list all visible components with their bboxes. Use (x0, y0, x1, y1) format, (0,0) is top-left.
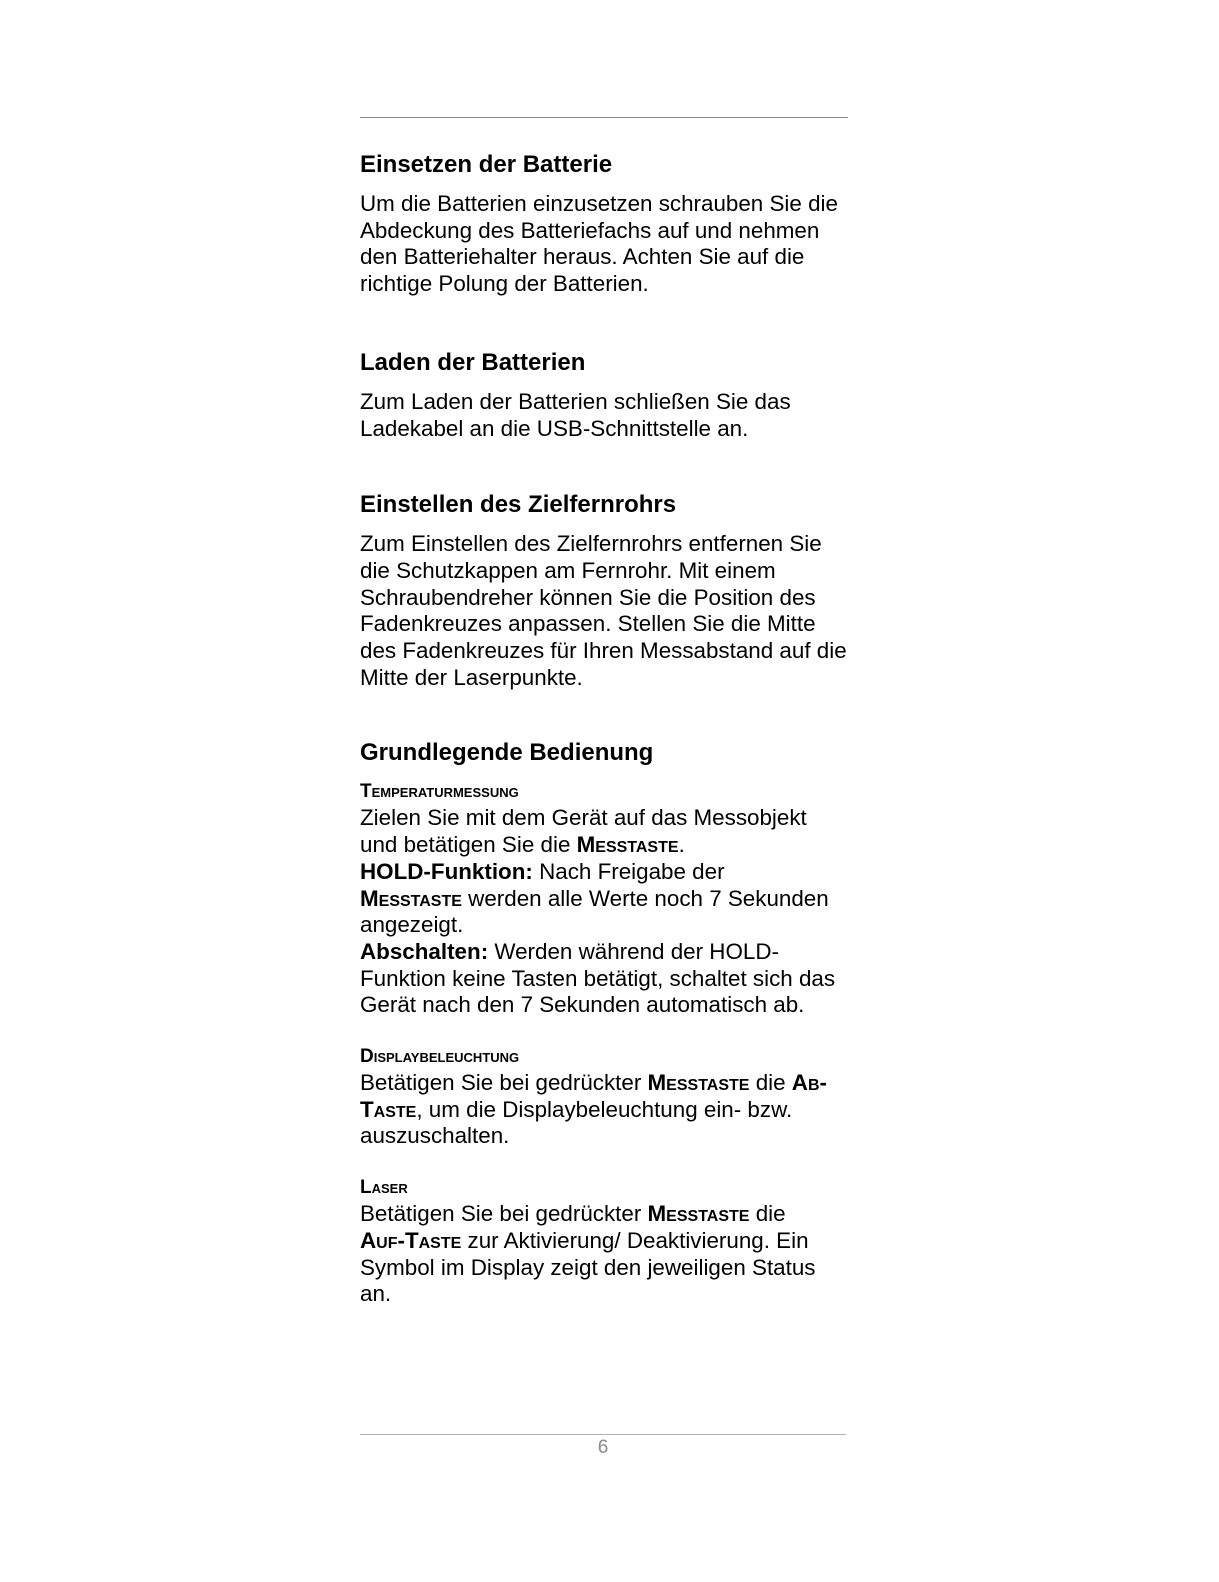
laser-heading: Laser (360, 1177, 408, 1199)
hold-text-end: werden alle Werte noch 7 Sekunden angezeigt. (360, 885, 829, 938)
laser-body (360, 1201, 850, 1308)
off-text: Werden während der HOLD-Funktion keine Tasten betätigt, schaltet sich das Gerät nach den 7 Sekunden automatisch ab. (360, 938, 836, 1018)
section-battery-charge (360, 348, 850, 442)
measure-key-name: Messtaste (576, 832, 679, 858)
temperature-body (360, 805, 850, 1019)
display-block (360, 1044, 850, 1150)
temperature-heading: Temperaturmessung (360, 781, 519, 803)
section-basic-operation (360, 738, 850, 1308)
section-title: Einstellen des Zielfernrohrs (360, 491, 677, 519)
laser-text: die (749, 1201, 786, 1227)
laser-block (360, 1175, 850, 1308)
section-title: Laden der Batterien (360, 348, 586, 376)
section-battery-insert (360, 150, 850, 298)
measure-key-name: Messtaste (647, 1070, 750, 1096)
display-text: die (749, 1070, 792, 1096)
display-text: Betätigen Sie bei gedrückter (360, 1070, 648, 1096)
footer-rule (360, 1434, 846, 1435)
display-text-end: , um die Displaybeleuchtung ein- bzw. auszuschalten. (360, 1096, 793, 1149)
section-scope-adjust (360, 490, 850, 691)
temperature-text: Zielen Sie mit dem Gerät auf das Messobjekt und betätigen Sie die (360, 805, 807, 858)
measure-key-name: Messtaste (647, 1201, 750, 1227)
laser-text-end: zur Aktivierung/ Deaktivierung. Ein Symbol im Display zeigt den jeweiligen Status an. (360, 1227, 816, 1307)
display-heading: Displaybeleuchtung (360, 1046, 520, 1068)
measure-key-name: Messtaste (360, 885, 462, 911)
section-body: Zum Einstellen des Zielfernrohrs entfernen Sie die Schutzkappen am Fernrohr. Mit einem Schraubendreher können Sie die Position des Fadenkreuzes anpassen. Stellen Sie die Mitte des Fadenkreuzes für Ihren Messabstand auf die Mitte der Laserpunkte. (360, 531, 847, 690)
hold-text: Nach Freigabe der (532, 858, 725, 884)
section-title: Einsetzen der Batterie (360, 151, 613, 178)
section-title: Grundlegende Bedienung (360, 739, 654, 767)
temperature-block (360, 779, 850, 1019)
hold-label: HOLD-Funktion: (360, 858, 533, 884)
display-body (360, 1070, 850, 1150)
section-body: Zum Laden der Batterien schließen Sie das Ladekabel an die USB-Schnittstelle an. (360, 388, 791, 441)
section-body: Um die Batterien einzusetzen schrauben Sie die Abdeckung des Batteriefachs auf und nehmen den Batteriehalter heraus. Achten Sie auf die richtige Polung der Batterien. (360, 191, 838, 297)
up-key-name: Auf-Taste (360, 1227, 462, 1253)
laser-text: Betätigen Sie bei gedrückter (360, 1201, 648, 1227)
page-number: 6 (597, 1437, 609, 1458)
down-key-name: Ab-Taste (360, 1070, 827, 1122)
header-rule (360, 117, 848, 118)
page-content (360, 150, 850, 1358)
temperature-text-end: . (678, 832, 685, 858)
off-label: Abschalten: (360, 938, 489, 964)
